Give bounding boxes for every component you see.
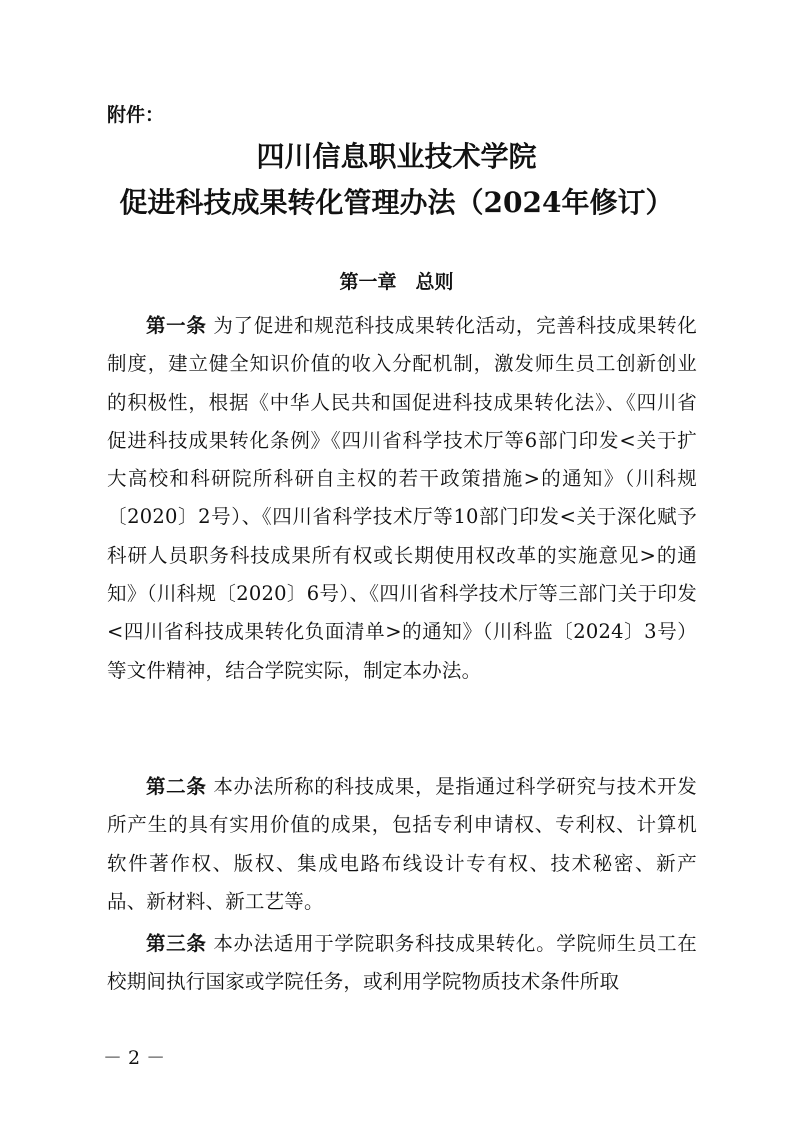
article-3-body: 本办法适用于学院职务科技成果转化。学院师生员工在校期间执行国家或学院任务，或利用学院物质技术条件所取 — [107, 932, 697, 994]
attachment-label: 附件： — [107, 104, 165, 126]
article-1-body: 为了促进和规范科技成果转化活动，完善科技成果转化制度，建立健全知识价值的收入分配机制，激发师生员工创新创业的积极性，根据《中华人民共和国促进科技成果转化法》、《四川省促进科技成果转化条例》《四川省科学技术厅等6部门印发<关于扩大高校和科研院所科研自主权的若干政策措施>的通知》（川科规〔2020〕2号）、《四川省科学技术厅等10部门印发<关于深化赋予科研人员职务科技成果所有权或长期使用权改革的实施意见>的通知》（川科规〔2020〕6号）、《四川省科学技术厅等三部门关于印发<四川省科技成果转化负面清单>的通知》（川科监〔2024〕3号）等文件精神，结合学院实际，制定本办法。 — [107, 314, 697, 682]
document-title-line-2: 促进科技成果转化管理办法（2024年修订） — [119, 186, 674, 219]
article-3-heading: 第三条 — [146, 932, 207, 955]
article-2 — [107, 768, 697, 921]
article-3 — [107, 925, 697, 1002]
article-1-heading: 第一条 — [146, 314, 207, 337]
article-2-body: 本办法所称的科技成果，是指通过科学研究与技术开发所产生的具有实用价值的成果，包括专利申请权、专利权、计算机软件著作权、版权、集成电路布线设计专有权、技术秘密、新产品、新材料、新工艺等。 — [107, 775, 697, 913]
article-2-heading: 第二条 — [146, 775, 207, 798]
page-number: － 2 － — [103, 1047, 166, 1069]
chapter-heading: 第一章 总则 — [339, 271, 454, 293]
article-1 — [107, 307, 697, 690]
document-title-line-1: 四川信息职业技术学院 — [256, 140, 537, 173]
